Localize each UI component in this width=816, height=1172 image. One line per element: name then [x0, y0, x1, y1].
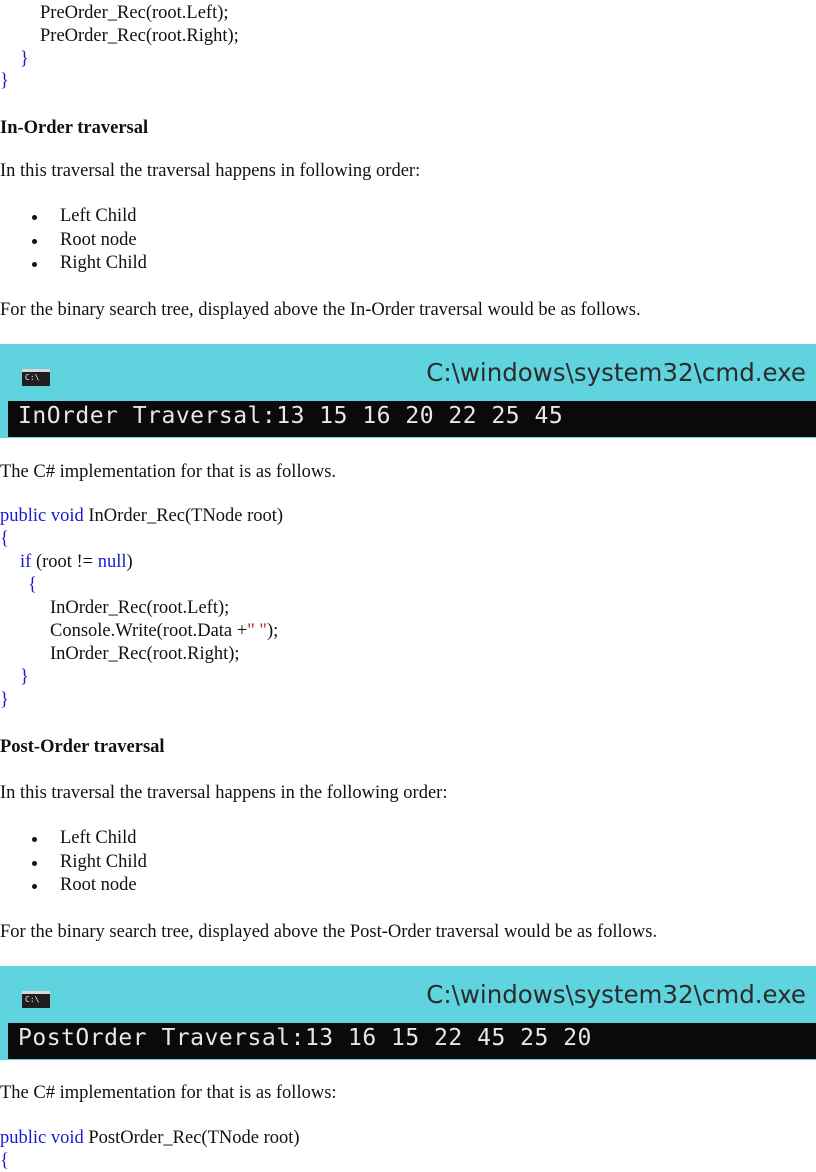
paragraph: In this traversal the traversal happens in the following order: [0, 783, 448, 803]
order-list-postorder [0, 827, 147, 898]
code-brace: } [0, 690, 9, 710]
code-brace: { [0, 529, 9, 549]
list-item: Left Child [0, 827, 147, 851]
list-item: Root node [0, 229, 147, 253]
code-brace: } [20, 49, 29, 69]
code-line: public void InOrder_Rec(TNode root) [0, 506, 284, 526]
code-line: if (root != null) [20, 552, 133, 572]
console-output: PostOrder Traversal:13 16 15 22 45 25 20 [18, 1025, 592, 1051]
code-line: InOrder_Rec(root.Right); [50, 644, 240, 664]
list-item: Right Child [0, 851, 147, 875]
cmd-icon: C:\ [22, 369, 50, 386]
paragraph: The C# implementation for that is as follows: [0, 1083, 337, 1103]
section-heading-postorder: Post-Order traversal [0, 737, 165, 757]
console-output-area [8, 1023, 816, 1059]
console-output: InOrder Traversal:13 15 16 20 22 25 45 [18, 403, 564, 429]
code-line: InOrder_Rec(root.Left); [50, 598, 230, 618]
code-line: PreOrder_Rec(root.Left); [40, 3, 229, 23]
console-window-inorder [0, 344, 816, 438]
list-item: Left Child [0, 205, 147, 229]
paragraph: For the binary search tree, displayed above the Post-Order traversal would be as follows. [0, 922, 658, 942]
paragraph: In this traversal the traversal happens in following order: [0, 161, 421, 181]
list-item: Root node [0, 874, 147, 898]
section-heading-inorder: In-Order traversal [0, 118, 149, 138]
cmd-icon: C:\ [22, 991, 50, 1008]
paragraph: The C# implementation for that is as follows. [0, 462, 337, 482]
console-output-area [8, 401, 816, 437]
code-brace: } [20, 667, 29, 687]
code-brace: { [28, 575, 37, 595]
order-list-inorder [0, 205, 147, 276]
console-title: C:\windows\system32\cmd.exe [426, 358, 806, 387]
code-line: PreOrder_Rec(root.Right); [40, 26, 239, 46]
code-line: Console.Write(root.Data +" "); [50, 621, 279, 641]
list-item: Right Child [0, 252, 147, 276]
code-line: public void PostOrder_Rec(TNode root) [0, 1128, 300, 1148]
paragraph: For the binary search tree, displayed above the In-Order traversal would be as follows. [0, 300, 641, 320]
code-brace: { [0, 1151, 9, 1171]
console-window-postorder [0, 966, 816, 1060]
code-brace: } [0, 71, 9, 91]
console-title: C:\windows\system32\cmd.exe [426, 980, 806, 1009]
